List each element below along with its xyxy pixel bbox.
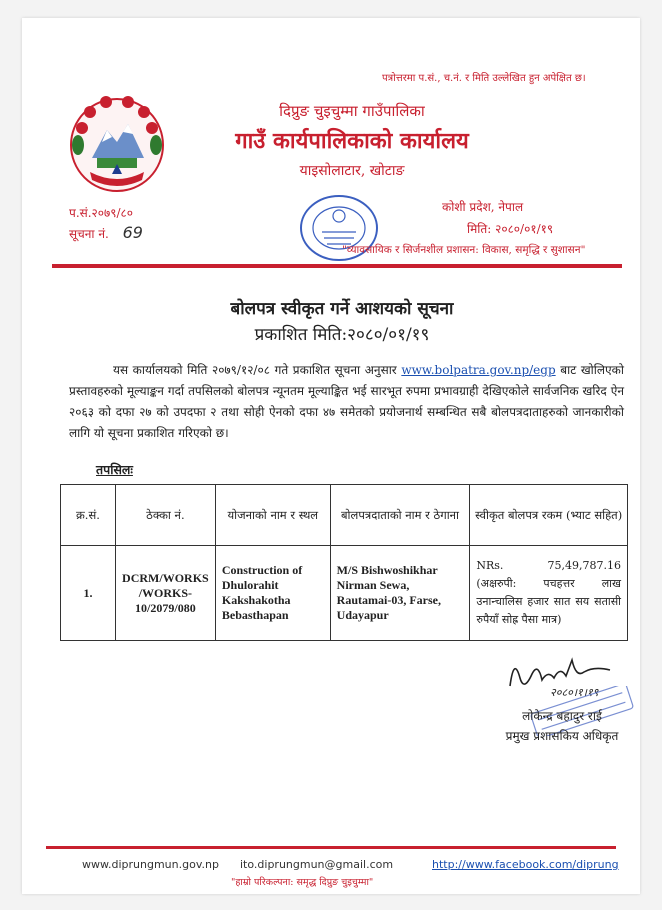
signer-block (492, 706, 632, 746)
office-address: याइसोलाटार, खोटाङ (299, 163, 405, 179)
cell-bidder: M/S Bishwoshikhar Nirman Sewa, Rautamai-03, Farse, Udayapur (330, 546, 470, 641)
table-header-row (61, 485, 628, 546)
province: कोशी प्रदेश, नेपाल (442, 200, 524, 214)
notice-paragraph (69, 360, 624, 444)
issue-date: मिति: २०८०/०१/१९ (467, 222, 554, 236)
details-heading: तपसिलः (96, 462, 133, 477)
footer-divider (46, 846, 616, 849)
cell-sn: 1. (61, 546, 116, 641)
footer-email[interactable]: ito.diprungmun@gmail.com (240, 858, 394, 871)
signer-name: लोकेन्द्र बहादुर राई (522, 709, 602, 723)
cell-amount: NRs. 75,49,787.16 (अक्षरुपी: पचहत्तर लाख उनान्चालिस हजार सात सय सतासी रुपैयाँ सोह्र पैसा मात्र) (470, 546, 628, 641)
table-row (61, 546, 628, 641)
col-header-sn: क्र.सं. (61, 485, 116, 546)
bid-table (60, 484, 628, 641)
footer-website[interactable]: www.diprungmun.gov.np (82, 858, 219, 871)
col-header-amount: स्वीकृत बोलपत्र रकम (भ्याट सहित) (470, 485, 628, 546)
col-header-bidder: बोलपत्रदाताको नाम र ठेगाना (330, 485, 470, 546)
egp-link[interactable]: www.bolpatra.gov.np/egp (401, 363, 556, 377)
office-name: गाउँ कार्यपालिकाको कार्यालय (235, 128, 469, 154)
notice-number-row (69, 223, 143, 244)
signer-designation: प्रमुख प्रशासकिय अधिकृत (505, 729, 619, 743)
notice-number-label: सूचना नं. (69, 227, 109, 241)
notice-number: 69 (122, 223, 143, 242)
published-date: प्रकाशित मिति:२०८०/०१/१९ (254, 325, 430, 345)
cell-project: Construction of Dhulorahit Kakshakotha Bebasthapan (215, 546, 330, 641)
nepal-emblem-icon (62, 90, 172, 200)
cell-contract: DCRM/WORKS /WORKS-10/2079/080 (115, 546, 215, 641)
office-slogan: "व्यावसायिक र सिर्जनशील प्रशासन: विकास, समृद्धि र सुशासन" (342, 244, 586, 256)
reference-number: प.सं.२०७९/८० (69, 206, 134, 220)
signature-date: २०८०।१।१९ (550, 686, 599, 698)
col-header-project: योजनाको नाम र स्थल (215, 485, 330, 546)
paragraph-end: बाट खोलिएको प्रस्तावहरुको मूल्याङ्कन गर्दा तपसिलको बोलपत्र न्यूनतम मूल्याङ्कित भई सारभूत रुपमा प्रभावग्राही देखिएकोले सार्वजनिक खरिद ऐन २०६३ को दफा २७ को उपदफा २ तथा सोही ऐनको दफा ४७ समेतको प्रयोजनार्थ सम्बन्धित सबै बोलपत्रदाताहरुको जानकारीको लागि यो सूचना प्रकाशित गरिएको छ। (69, 363, 624, 440)
top-note: पत्रोत्तरमा प.सं., च.नं. र मिति उल्लेखित हुन अपेक्षित छ। (382, 73, 586, 84)
municipality-name: दिप्रुङ चुइचुम्मा गाउँपालिका (279, 102, 425, 120)
col-header-contract: ठेक्का नं. (115, 485, 215, 546)
notice-title: बोलपत्र स्वीकृत गर्ने आशयको सूचना (230, 299, 454, 319)
footer-motto: "हाम्रो परिकल्पना: समृद्ध दिप्रुङ चुइचुम्मा" (231, 877, 374, 888)
reference-block (69, 203, 143, 244)
footer-facebook[interactable]: http://www.facebook.com/diprung (432, 858, 619, 871)
notice-page (22, 18, 640, 894)
header-divider (52, 264, 622, 268)
paragraph-start: यस कार्यालयको मिति २०७९/१२/०८ गते प्रकाशित सूचना अनुसार (113, 363, 402, 377)
